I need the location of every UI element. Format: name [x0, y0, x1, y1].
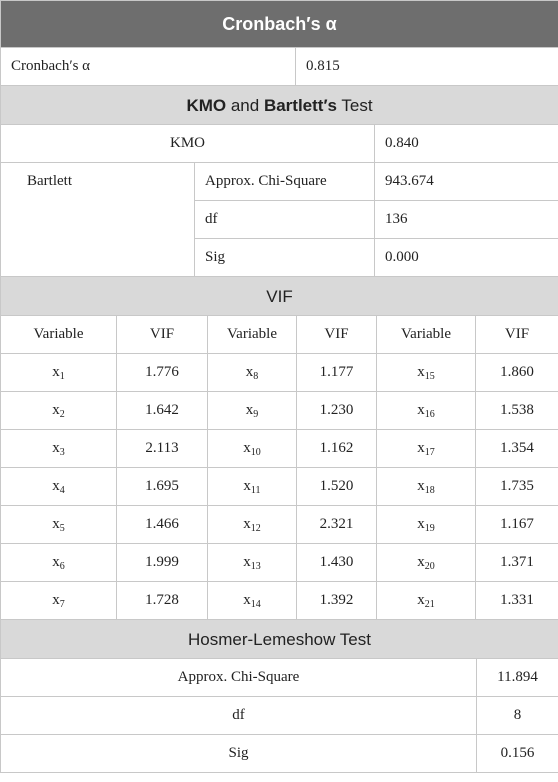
vif-variable-cell — [208, 354, 297, 392]
vif-header-vif: VIF — [117, 316, 208, 354]
variable-subscript: 2 — [59, 409, 65, 420]
variable-subscript: 17 — [424, 447, 435, 458]
variable-name: x — [52, 592, 60, 608]
variable-name: x — [417, 364, 425, 380]
variable-name: x — [417, 402, 425, 418]
variable-name: x — [52, 364, 60, 380]
variable-subscript: 16 — [424, 409, 435, 420]
vif-value-cell: 1.735 — [476, 468, 558, 506]
vif-value-cell: 1.371 — [476, 544, 558, 582]
vif-variable-cell — [377, 506, 476, 544]
vif-row — [1, 544, 558, 582]
bartlett-row-label: Sig — [195, 239, 375, 277]
variable-name: x — [243, 516, 251, 532]
variable-name: x — [52, 478, 60, 494]
variable-name: x — [243, 592, 251, 608]
hosmer-row-value: 0.156 — [477, 735, 558, 773]
vif-variable-cell — [377, 430, 476, 468]
vif-variable-cell — [1, 544, 117, 582]
variable-subscript: 4 — [59, 485, 65, 496]
vif-variable-cell — [377, 354, 476, 392]
vif-variable-cell — [208, 392, 297, 430]
vif-header-vif: VIF — [476, 316, 558, 354]
vif-header-variable: Variable — [1, 316, 117, 354]
vif-variable-cell — [208, 506, 297, 544]
vif-header-variable: Variable — [208, 316, 297, 354]
cronbach-value: 0.815 — [296, 48, 558, 86]
vif-value-cell: 1.354 — [476, 430, 558, 468]
vif-variable-cell — [208, 582, 297, 620]
hosmer-row-label: Approx. Chi-Square — [1, 659, 477, 697]
bartlett-row-value: 136 — [375, 201, 558, 239]
vif-value-cell: 2.113 — [117, 430, 208, 468]
vif-variable-cell — [1, 468, 117, 506]
vif-row — [1, 582, 558, 620]
vif-value-cell: 1.695 — [117, 468, 208, 506]
vif-row — [1, 354, 558, 392]
cronbach-section — [0, 0, 558, 86]
vif-value-cell: 1.520 — [297, 468, 377, 506]
variable-subscript: 11 — [250, 485, 261, 496]
variable-name: x — [417, 516, 425, 532]
vif-value-cell: 1.642 — [117, 392, 208, 430]
hosmer-lemeshow-section — [0, 619, 558, 773]
kmo-title-bartlett: Bartlett′s — [263, 95, 337, 115]
vif-variable-cell — [1, 506, 117, 544]
vif-variable-cell — [377, 544, 476, 582]
variable-subscript: 21 — [424, 599, 435, 610]
variable-subscript: 13 — [250, 561, 261, 572]
hosmer-row-label: df — [1, 697, 477, 735]
variable-name: x — [52, 554, 60, 570]
vif-value-cell: 1.162 — [297, 430, 377, 468]
vif-variable-cell — [208, 430, 297, 468]
vif-value-cell: 1.392 — [297, 582, 377, 620]
variable-subscript: 5 — [59, 523, 65, 534]
vif-value-cell: 1.538 — [476, 392, 558, 430]
vif-variable-cell — [1, 392, 117, 430]
variable-subscript: 10 — [250, 447, 261, 458]
vif-row — [1, 506, 558, 544]
variable-subscript: 8 — [253, 371, 259, 382]
variable-subscript: 19 — [424, 523, 435, 534]
vif-variable-cell — [208, 544, 297, 582]
kmo-title-test: Test — [336, 95, 373, 115]
vif-title: VIF — [1, 277, 558, 316]
vif-header-vif: VIF — [297, 316, 377, 354]
vif-value-cell: 1.430 — [297, 544, 377, 582]
vif-row — [1, 430, 558, 468]
variable-subscript: 3 — [59, 447, 65, 458]
bartlett-row-label: Approx. Chi-Square — [195, 163, 375, 201]
variable-name: x — [243, 478, 251, 494]
vif-value-cell: 1.999 — [117, 544, 208, 582]
vif-variable-cell — [377, 582, 476, 620]
variable-subscript: 14 — [250, 599, 261, 610]
bartlett-row-label: df — [195, 201, 375, 239]
kmo-title-kmo: KMO — [186, 95, 227, 115]
variable-name: x — [417, 478, 425, 494]
vif-value-cell: 1.167 — [476, 506, 558, 544]
vif-value-cell: 1.466 — [117, 506, 208, 544]
vif-section — [0, 276, 558, 620]
variable-name: x — [243, 554, 251, 570]
vif-variable-cell — [1, 582, 117, 620]
vif-header-variable: Variable — [377, 316, 476, 354]
vif-variable-cell — [377, 392, 476, 430]
vif-row — [1, 392, 558, 430]
cronbach-title: Cronbach′s α — [1, 1, 558, 48]
vif-variable-cell — [377, 468, 476, 506]
vif-row — [1, 468, 558, 506]
variable-name: x — [417, 554, 425, 570]
variable-subscript: 12 — [250, 523, 261, 534]
variable-name: x — [245, 402, 254, 418]
vif-variable-cell — [1, 430, 117, 468]
vif-value-cell: 1.860 — [476, 354, 558, 392]
vif-value-cell: 1.230 — [297, 392, 377, 430]
variable-name: x — [52, 402, 60, 418]
vif-variable-cell — [1, 354, 117, 392]
kmo-bartlett-section — [0, 85, 558, 277]
variable-subscript: 1 — [59, 371, 65, 382]
variable-name: x — [52, 440, 60, 456]
variable-subscript: 7 — [59, 599, 65, 610]
kmo-title-and: and — [226, 95, 264, 115]
variable-name: x — [417, 440, 425, 456]
hosmer-title: Hosmer-Lemeshow Test — [1, 620, 558, 659]
bartlett-label: Bartlett — [1, 163, 195, 277]
vif-value-cell: 1.331 — [476, 582, 558, 620]
cronbach-label: Cronbach′s α — [1, 48, 296, 86]
variable-name: x — [245, 364, 254, 380]
bartlett-row-value: 943.674 — [375, 163, 558, 201]
variable-subscript: 6 — [59, 561, 65, 572]
variable-subscript: 18 — [424, 485, 435, 496]
bartlett-row-value: 0.000 — [375, 239, 558, 277]
vif-variable-cell — [208, 468, 297, 506]
vif-value-cell: 1.728 — [117, 582, 208, 620]
variable-subscript: 20 — [424, 561, 435, 572]
variable-subscript: 9 — [253, 409, 259, 420]
variable-subscript: 15 — [424, 371, 435, 382]
variable-name: x — [52, 516, 60, 532]
hosmer-row-value: 8 — [477, 697, 558, 735]
variable-name: x — [417, 592, 425, 608]
vif-value-cell: 1.177 — [297, 354, 377, 392]
kmo-label: KMO — [1, 125, 375, 163]
kmo-value: 0.840 — [375, 125, 558, 163]
vif-value-cell: 2.321 — [297, 506, 377, 544]
kmo-bartlett-title — [1, 86, 558, 125]
hosmer-row-value: 11.894 — [477, 659, 558, 697]
vif-value-cell: 1.776 — [117, 354, 208, 392]
variable-name: x — [243, 440, 251, 456]
hosmer-row-label: Sig — [1, 735, 477, 773]
